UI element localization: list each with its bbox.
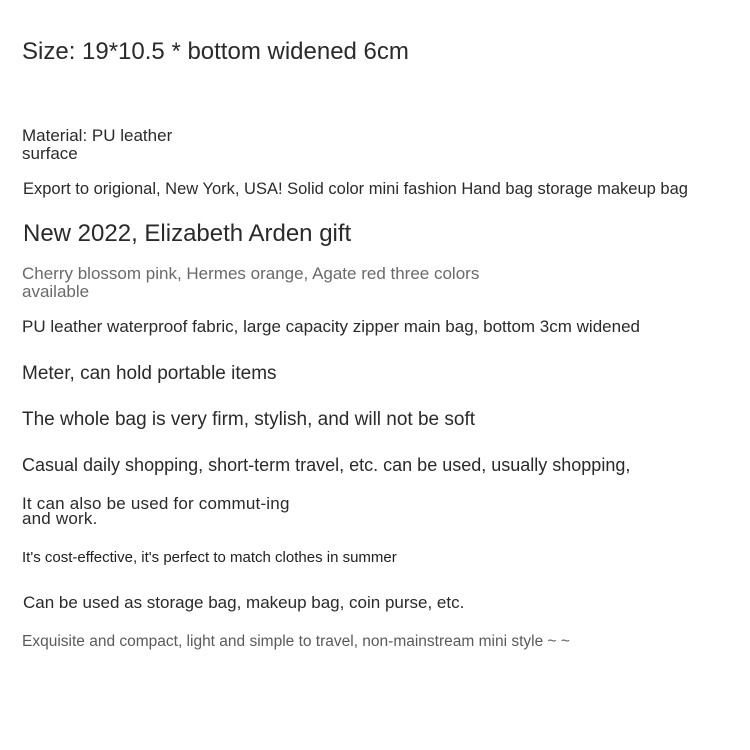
commute-text: It can also be used for commut-ing and work. <box>22 494 290 528</box>
material-text: Material: PU leather surface <box>22 126 173 163</box>
exquisite-text: Exquisite and compact, light and simple to travel, non-mainstream mini style ~ ~ <box>22 633 570 650</box>
pu-fabric-text: PU leather waterproof fabric, large capacity zipper main bag, bottom 3cm widened <box>22 317 640 336</box>
storage-text: Can be used as storage bag, makeup bag, coin purse, etc. <box>23 593 465 612</box>
colors-text: Cherry blossom pink, Hermes orange, Agate red three colors available <box>22 264 480 301</box>
export-text: Export to origional, New York, USA! Solid color mini fashion Hand bag storage makeup bag <box>23 180 688 198</box>
new-2022-heading: New 2022, Elizabeth Arden gift <box>23 220 352 247</box>
cost-effective-text: It's cost-effective, it's perfect to match clothes in summer <box>22 549 397 566</box>
size-text: Size: 19*10.5 * bottom widened 6cm <box>22 38 409 65</box>
casual-use-text: Casual daily shopping, short-term travel, etc. can be used, usually shopping, <box>22 455 631 475</box>
meter-text: Meter, can hold portable items <box>22 363 277 384</box>
whole-bag-text: The whole bag is very firm, stylish, and will not be soft <box>22 409 476 430</box>
